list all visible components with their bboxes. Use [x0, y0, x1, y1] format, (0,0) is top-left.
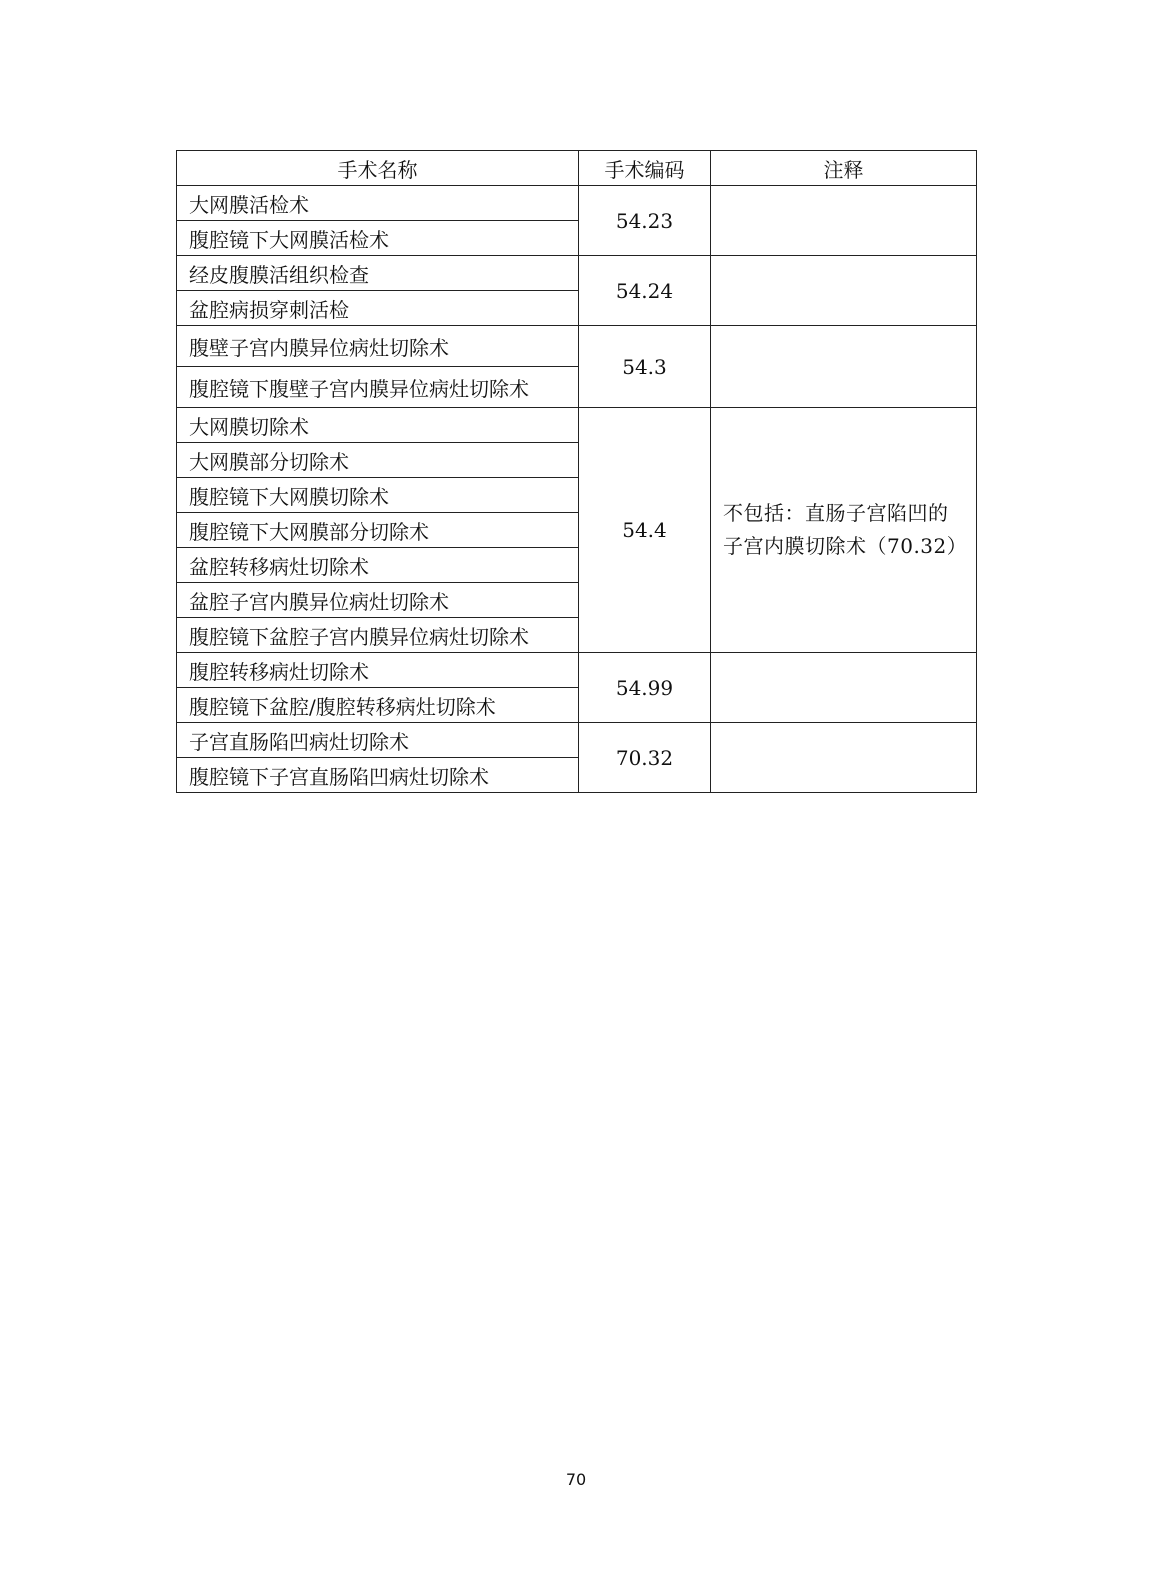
- note-cell: [711, 326, 977, 408]
- header-procedure-name: 手术名称: [177, 151, 579, 186]
- note-cell: [711, 723, 977, 793]
- procedure-name-cell: 腹腔镜下大网膜切除术: [177, 478, 579, 513]
- procedure-name-cell: 盆腔子宫内膜异位病灶切除术: [177, 583, 579, 618]
- procedure-name-cell: 大网膜活检术: [177, 186, 579, 221]
- procedure-code-cell: 54.4: [579, 408, 711, 653]
- table-row: [177, 653, 977, 688]
- procedure-code-cell: 54.24: [579, 256, 711, 326]
- table-row: [177, 186, 977, 221]
- procedure-code-cell: 54.3: [579, 326, 711, 408]
- note-cell: [711, 256, 977, 326]
- header-note: 注释: [711, 151, 977, 186]
- procedure-name-cell: 腹腔镜下子宫直肠陷凹病灶切除术: [177, 758, 579, 793]
- table-row: [177, 326, 977, 367]
- note-cell: [711, 653, 977, 723]
- procedure-name-cell: 子宫直肠陷凹病灶切除术: [177, 723, 579, 758]
- procedure-name-cell: 腹腔镜下盆腔子宫内膜异位病灶切除术: [177, 618, 579, 653]
- procedure-name-cell: 盆腔转移病灶切除术: [177, 548, 579, 583]
- page-number: 70: [565, 1470, 587, 1489]
- procedure-code-cell: 54.99: [579, 653, 711, 723]
- procedure-name-cell: 盆腔病损穿刺活检: [177, 291, 579, 326]
- procedure-name-cell: 大网膜切除术: [177, 408, 579, 443]
- note-cell: [711, 186, 977, 256]
- procedure-name-cell: 经皮腹膜活组织检查: [177, 256, 579, 291]
- procedure-code-cell: 54.23: [579, 186, 711, 256]
- table-row: [177, 723, 977, 758]
- procedure-name-cell: 腹腔镜下大网膜部分切除术: [177, 513, 579, 548]
- procedure-name-cell: 腹壁子宫内膜异位病灶切除术: [177, 326, 579, 367]
- note-cell: 不包括：直肠子宫陷凹的子宫内膜切除术（70.32）: [711, 408, 977, 653]
- procedure-name-cell: 大网膜部分切除术: [177, 443, 579, 478]
- procedure-name-cell: 腹腔镜下腹壁子宫内膜异位病灶切除术: [177, 367, 579, 408]
- table-row: [177, 408, 977, 443]
- header-procedure-code: 手术编码: [579, 151, 711, 186]
- procedure-name-cell: 腹腔转移病灶切除术: [177, 653, 579, 688]
- table-row: [177, 256, 977, 291]
- procedure-name-cell: 腹腔镜下大网膜活检术: [177, 221, 579, 256]
- procedure-name-cell: 腹腔镜下盆腔/腹腔转移病灶切除术: [177, 688, 579, 723]
- procedure-code-cell: 70.32: [579, 723, 711, 793]
- table-header-row: [177, 151, 977, 186]
- procedure-code-table: [176, 150, 977, 793]
